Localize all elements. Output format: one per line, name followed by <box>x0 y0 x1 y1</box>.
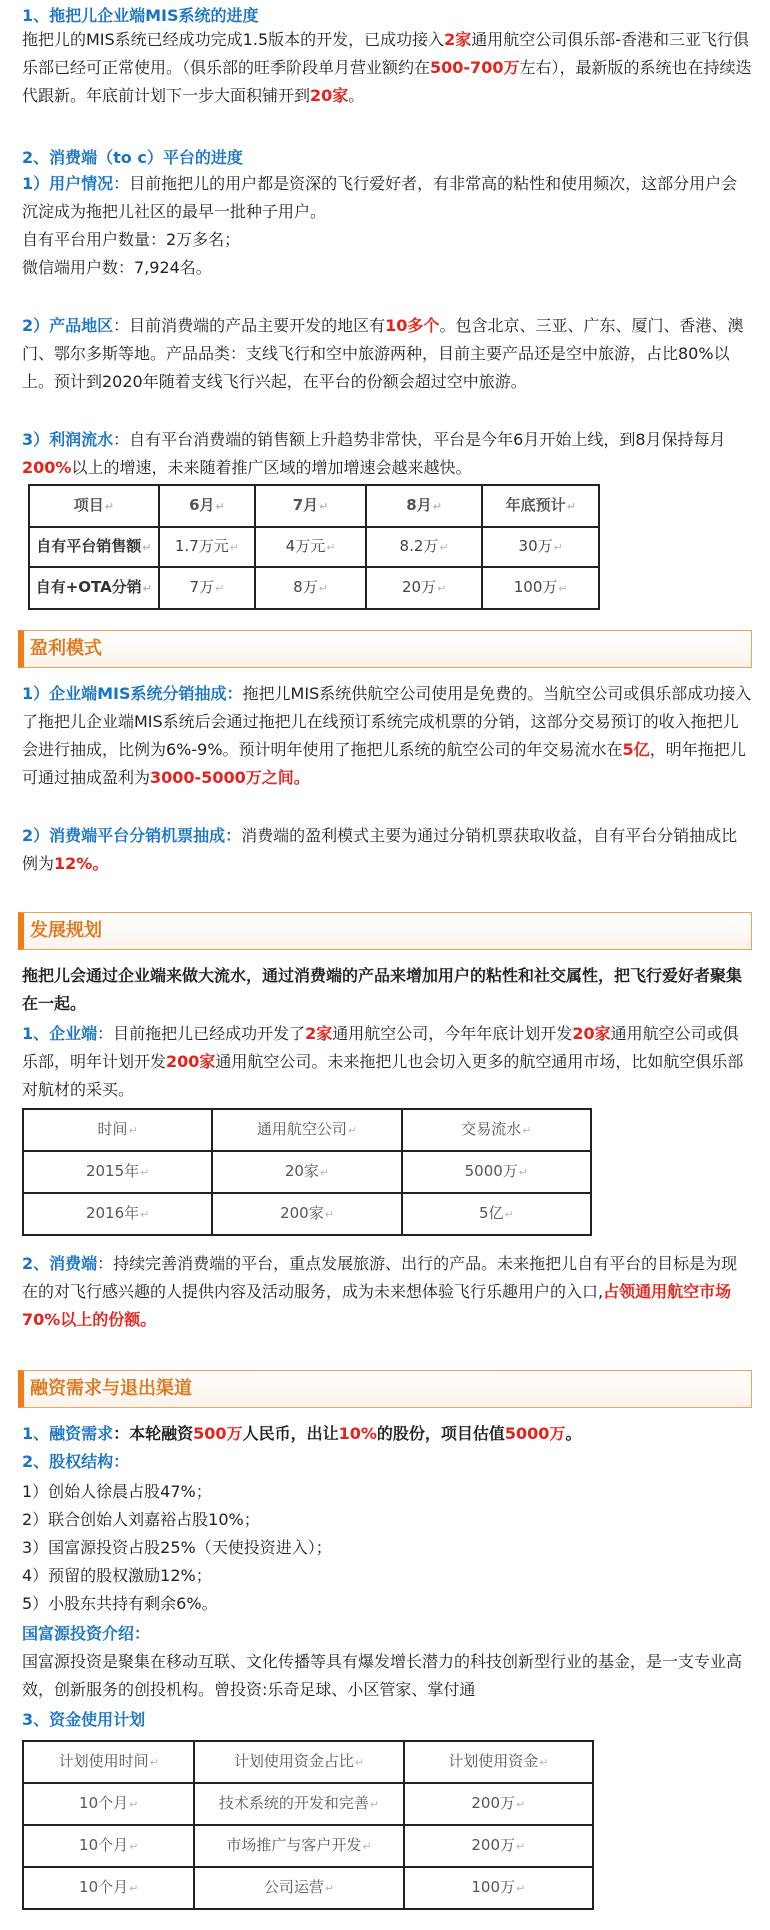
table-header: 通用航空公司↵ <box>212 1109 401 1151</box>
investor-intro-text: 国富源投资是聚集在移动互联、文化传播等具有爆发增长潜力的科技创新型行业的基金，是一支专业高效，创新服务的创投机构。曾投资:乐奇足球、小区管家、掌付通 <box>22 1652 743 1699</box>
section-heading-profit-model: 盈利模式 <box>18 630 752 668</box>
equity-item: 1）创始人徐晨占股47%； <box>22 1482 212 1501</box>
table-header: 7月↵ <box>255 485 366 527</box>
profit-item-1: 1）企业端MIS系统分销抽成：拖把儿MIS系统供航空公司使用是免费的。当航空公司或俱乐部成功接入了拖把儿企业端MIS系统后会通过拖把儿在线预订系统完成机票的分销，这部分交易预订的收入拖把儿会进行抽成，比例为6%-9%。预计明年使用了拖把儿系统的航空公司的年交易流水在5亿，明年拖把儿可通过抽成盈利为3000-5000万之间。 <box>22 684 752 787</box>
sales-table <box>28 484 600 610</box>
table-cell: 8万↵ <box>255 567 366 609</box>
table-header-row <box>29 485 599 527</box>
table-header: 8月↵ <box>366 485 483 527</box>
table-cell: 1.7万元↵ <box>159 527 256 567</box>
table-header: 交易流水↵ <box>402 1109 591 1151</box>
table-header: 计划使用时间↵ <box>23 1741 194 1783</box>
dev-plan-intro: 拖把儿会通过企业端来做大流水，通过消费端的产品来增加用户的粘性和社交属性，把飞行爱好者聚集在一起。 <box>22 966 743 1013</box>
table-cell: 100万↵ <box>404 1867 593 1909</box>
table-row <box>23 1783 593 1825</box>
user-status-paragraph: 1）用户情况：目前拖把儿的用户都是资深的飞行爱好者，有非常高的粘性和使用频次，这部分用户会沉淀成为拖把儿社区的最早一批种子用户。 <box>22 174 738 221</box>
table-cell: 10个月↵ <box>23 1825 194 1867</box>
table-header: 计划使用资金↵ <box>404 1741 593 1783</box>
table-cell: 公司运营↵ <box>194 1867 403 1909</box>
table-cell: 8.2万↵ <box>366 527 483 567</box>
table-cell: 10个月↵ <box>23 1783 194 1825</box>
table-header: 年底预计↵ <box>482 485 599 527</box>
section-2-title: 2、消费端（to c）平台的进度 <box>22 148 243 167</box>
table-cell: 5000万↵ <box>402 1151 591 1193</box>
table-cell: 30万↵ <box>482 527 599 567</box>
table-header: 时间↵ <box>23 1109 212 1151</box>
section-heading-dev-plan: 发展规划 <box>18 912 752 950</box>
table-cell: 2015年↵ <box>23 1151 212 1193</box>
plan-table <box>22 1108 592 1236</box>
table-cell: 200万↵ <box>404 1825 593 1867</box>
financing-need: 1、融资需求：本轮融资500万人民币，出让10%的股份，项目估值5000万。 <box>22 1424 582 1443</box>
table-cell: 20万↵ <box>366 567 483 609</box>
table-cell: 2016年↵ <box>23 1193 212 1235</box>
table-row <box>23 1193 591 1235</box>
table-cell: 10个月↵ <box>23 1867 194 1909</box>
table-header: 计划使用资金占比↵ <box>194 1741 403 1783</box>
equity-item: 2）联合创始人刘嘉裕占股10%； <box>22 1510 260 1529</box>
section-1-title: 1、拖把儿企业端MIS系统的进度 <box>22 6 259 25</box>
equity-item: 5）小股东共持有剩余6%。 <box>22 1594 218 1613</box>
fund-usage-title: 3、资金使用计划 <box>22 1710 146 1729</box>
usage-table <box>22 1740 594 1910</box>
region-paragraph: 2）产品地区：目前消费端的产品主要开发的地区有10多个。包含北京、三亚、广东、厦门、香港、澳门、鄂尔多斯等地。产品品类：支线飞行和空中旅游两种，目前主要产品还是空中旅游，占比80%以上。预计到2020年随着支线飞行兴起，在平台的份额会超过空中旅游。 <box>22 316 744 391</box>
table-cell: 技术系统的开发和完善↵ <box>194 1783 403 1825</box>
table-cell: 200万↵ <box>404 1783 593 1825</box>
own-user-count: 自有平台用户数量：2万多名； <box>22 230 241 249</box>
section-heading-financing: 融资需求与退出渠道 <box>18 1370 752 1408</box>
section-1-body: 拖把儿的MIS系统已经成功完成1.5版本的开发，已成功接入2家通用航空公司俱乐部-香港和三亚飞行俱乐部已经可正常使用。（俱乐部的旺季阶段单月营业额约在500-700万左右），最新版的系统也在持续迭代跟新。年底前计划下一步大面积铺开到20家。 <box>22 30 752 105</box>
table-cell: 100万↵ <box>482 567 599 609</box>
table-cell: 200家↵ <box>212 1193 401 1235</box>
table-row <box>29 527 599 567</box>
table-cell: 自有平台销售额↵ <box>29 527 159 567</box>
table-cell: 7万↵ <box>159 567 256 609</box>
table-header-row <box>23 1109 591 1151</box>
table-row <box>29 567 599 609</box>
table-cell: 4万元↵ <box>255 527 366 567</box>
wechat-user-count: 微信端用户数：7,924名。 <box>22 258 212 277</box>
table-header: 项目↵ <box>29 485 159 527</box>
table-cell: 5亿↵ <box>402 1193 591 1235</box>
consumer-plan-paragraph: 2、消费端：持续完善消费端的平台，重点发展旅游、出行的产品。未来拖把儿自有平台的目标是为现在的对飞行感兴趣的人提供内容及活动服务，成为未来想体验飞行乐趣用户的入口,占领通用航空市场70%以上的份额。 <box>22 1254 738 1329</box>
table-row <box>23 1825 593 1867</box>
equity-item: 4）预留的股权激励12%； <box>22 1566 212 1585</box>
table-header: 6月↵ <box>159 485 256 527</box>
table-cell: 自有+OTA分销↵ <box>29 567 159 609</box>
table-row <box>23 1867 593 1909</box>
table-header-row <box>23 1741 593 1783</box>
table-row <box>23 1151 591 1193</box>
enterprise-plan-paragraph: 1、企业端：目前拖把儿已经成功开发了2家通用航空公司，今年年底计划开发20家通用航空公司或俱乐部，明年计划开发200家通用航空公司。未来拖把儿也会切入更多的航空通用市场，比如航空俱乐部对航材的采买。 <box>22 1024 744 1099</box>
table-cell: 20家↵ <box>212 1151 401 1193</box>
table-cell: 市场推广与客户开发↵ <box>194 1825 403 1867</box>
investor-intro-title: 国富源投资介绍： <box>22 1624 151 1643</box>
equity-item: 3）国富源投资占股25%（天使投资进入）； <box>22 1538 332 1557</box>
equity-structure-title: 2、股权结构： <box>22 1452 130 1471</box>
profit-flow-paragraph: 3）利润流水：自有平台消费端的销售额上升趋势非常快，平台是今年6月开始上线，到8月保持每月200%以上的增速，未来随着推广区域的增加增速会越来越快。 <box>22 430 726 477</box>
profit-item-2: 2）消费端平台分销机票抽成：消费端的盈利模式主要为通过分销机票获取收益，自有平台分销抽成比例为12%。 <box>22 826 738 873</box>
